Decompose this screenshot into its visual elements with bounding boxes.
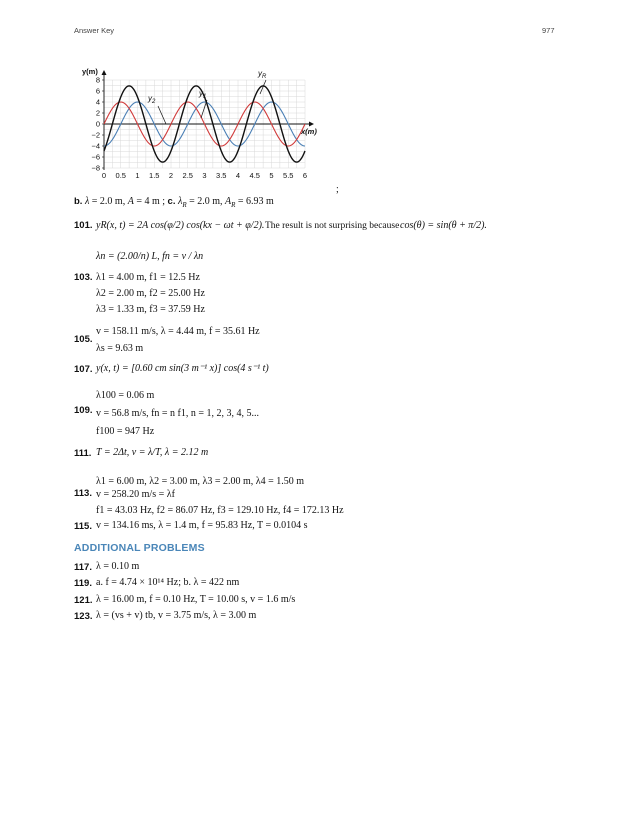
- problem-number: 105.: [74, 334, 93, 345]
- series-label: $y_2$: [148, 94, 156, 105]
- x-tick-label: 2.5: [182, 171, 193, 180]
- problem-number: 107.: [74, 364, 93, 375]
- x-tick-label: 3: [202, 171, 207, 180]
- answer-111: T = 2Δt, v = λ/T, λ = 2.12 m: [96, 447, 209, 458]
- x-tick-label: 4.5: [249, 171, 260, 180]
- answer-123: λ = (vs + v) tb, v = 3.75 m/s, λ = 3.00 m: [96, 610, 257, 621]
- series-label: $y_1$: [199, 89, 207, 100]
- y-axis-arrow: [102, 70, 107, 75]
- answer-b-c: b. λ = 2.0 m, A = 4 m ; c. $\lambda_R = 2.0$ m, $A_R = 6.93$ m: [74, 196, 274, 209]
- x-tick-label: 0: [101, 171, 107, 180]
- x-tick-label: 2: [168, 171, 174, 180]
- answer-101-formula: yR(x, t) = 2A cos(φ/2) cos(kx − ωt + φ/2).: [96, 220, 265, 231]
- x-tick-label: 1.5: [149, 171, 160, 180]
- problem-number: 101.: [74, 220, 93, 231]
- y-axis-label: y(m): [82, 67, 98, 76]
- x-axis-label: x(m): [301, 127, 317, 136]
- answer-101-identity: cos(θ) = sin(θ + π/2).: [400, 220, 487, 231]
- x-tick-label: 0.5: [115, 171, 126, 180]
- answer-101-b: λn = (2.00/n) L, fn = v / λn: [96, 251, 204, 262]
- answer-113-line: λ1 = 6.00 m, λ2 = 3.00 m, λ3 = 2.00 m, λ4 = 1.50 m: [96, 476, 305, 487]
- x-tick-label: 4: [235, 171, 241, 180]
- answer-109-line: f100 = 947 Hz: [96, 426, 155, 437]
- semicolon: ;: [336, 184, 339, 195]
- answer-121: λ = 16.00 m, f = 0.10 Hz, T = 10.00 s, v = 1.6 m/s: [96, 594, 296, 605]
- series-label-pointer: [158, 106, 166, 124]
- x-tick-label: 1: [135, 171, 140, 180]
- y-tick-label: −2: [91, 130, 100, 140]
- y-tick-label: 6: [95, 86, 100, 96]
- problem-number: 111.: [74, 448, 92, 459]
- x-tick-label: 5: [269, 171, 274, 180]
- problem-number: 115.: [74, 521, 92, 532]
- y-tick-label: −4: [91, 141, 100, 151]
- answer-109-line: λ100 = 0.06 m: [96, 390, 155, 401]
- page-number: 977: [542, 26, 555, 35]
- problem-number: 113.: [74, 488, 92, 499]
- answer-103-line: λ3 = 1.33 m, f3 = 37.59 Hz: [96, 304, 205, 315]
- problem-number: 109.: [74, 405, 93, 416]
- series-label: $y_R$: [258, 69, 267, 80]
- x-tick-label: 5.5: [283, 171, 294, 180]
- x-tick-label: 3.5: [216, 171, 227, 180]
- answer-113-line: v = 258.20 m/s = λf: [96, 489, 175, 500]
- problem-number: 103.: [74, 272, 93, 283]
- answer-105-line: v = 158.11 m/s, λ = 4.44 m, f = 35.61 Hz: [96, 326, 260, 337]
- answer-109-line: v = 56.8 m/s, fn = n f1, n = 1, 2, 3, 4, 5...: [96, 408, 260, 419]
- answer-117: λ = 0.10 m: [96, 561, 140, 572]
- answer-119: a. f = 4.74 × 10¹⁴ Hz; b. λ = 422 nm: [96, 577, 240, 588]
- y-tick-label: −6: [91, 152, 100, 162]
- problem-number: 121.: [74, 595, 93, 606]
- running-header: Answer Key: [74, 26, 115, 35]
- answer-105-line: λs = 9.63 m: [96, 343, 144, 354]
- answer-115: v = 134.16 ms, λ = 1.4 m, f = 95.83 Hz, T = 0.0104 s: [96, 520, 308, 531]
- y-tick-label: 0: [95, 119, 100, 129]
- y-tick-label: −8: [91, 163, 100, 173]
- y-tick-label: 4: [95, 97, 100, 107]
- answer-103-line: λ2 = 2.00 m, f2 = 25.00 Hz: [96, 288, 205, 299]
- answer-103-line: λ1 = 4.00 m, f1 = 12.5 Hz: [96, 272, 200, 283]
- answer-107: y(x, t) = [0.60 cm sin(3 m⁻¹ x)] cos(4 s⁻¹ t): [96, 363, 269, 374]
- problem-number: 119.: [74, 578, 92, 589]
- x-axis-arrow: [309, 122, 314, 127]
- x-tick-label: 6: [302, 171, 308, 180]
- y-tick-label: 2: [95, 108, 100, 118]
- wave-chart: [80, 66, 320, 186]
- answer-101-text: The result is not surprising because: [265, 221, 400, 231]
- problem-number: 117.: [74, 562, 92, 573]
- answer-113-line: f1 = 43.03 Hz, f2 = 86.07 Hz, f3 = 129.10 Hz, f4 = 172.13 Hz: [96, 505, 344, 516]
- section-title: ADDITIONAL PROBLEMS: [74, 542, 205, 554]
- y-tick-label: 8: [95, 75, 100, 85]
- problem-number: 123.: [74, 611, 93, 622]
